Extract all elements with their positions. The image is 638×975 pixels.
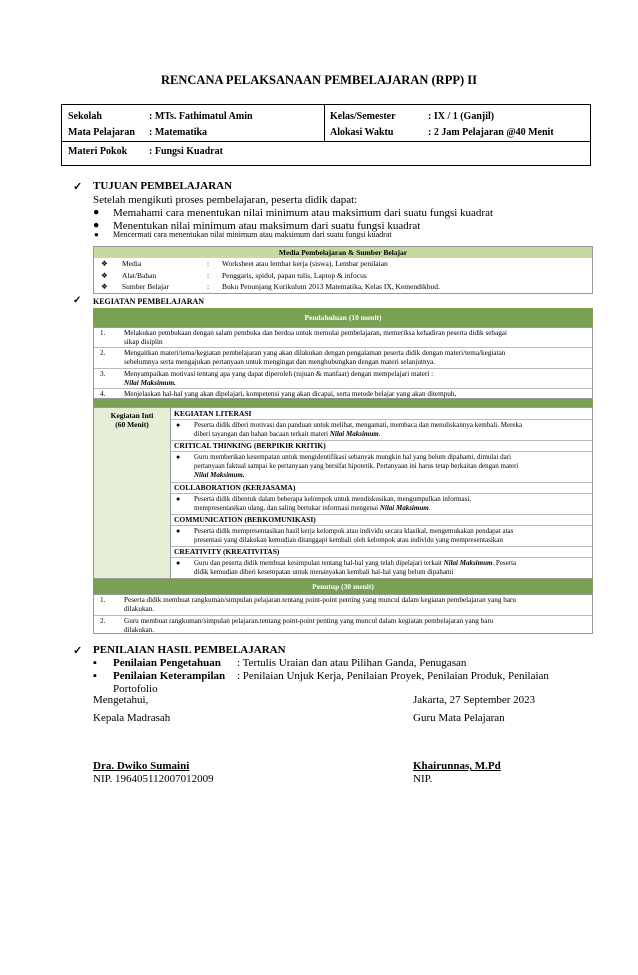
divider	[171, 525, 592, 526]
text-line: presentasi yang dilakukan kemudian ditanggapi kembali oleh kelompok atau individu yang mempresentasikan	[194, 536, 503, 544]
bullet-icon: ●	[93, 220, 100, 231]
penilaian-keterampilan-label: Penilaian Keterampilan	[113, 670, 226, 682]
row-text	[124, 617, 586, 635]
tujuan-item: Menentukan nilai minimum atau maksimum dari suatu fungsi kuadrat	[113, 220, 421, 232]
media-row	[94, 281, 592, 293]
media-row-value: Buku Penunjang Kurikulum 2013 Matematika, Kelas IX, Kemendikbud.	[222, 282, 440, 291]
alokasi-value: : 2 Jam Pelajaran @40 Menit	[428, 127, 554, 138]
materi-value: : Fungsi Kuadrat	[149, 146, 223, 157]
penilaian-pengetahuan-label: Penilaian Pengetahuan	[113, 657, 221, 669]
diamond-bullet-icon: ❖	[101, 282, 108, 291]
check-icon: ✓	[73, 181, 83, 193]
text-line: .	[378, 430, 381, 438]
text-line: Peserta didik mempresentasikan hasil kerja kelompok atau individu secara klasikal, mengemukakan pendapat atas	[194, 527, 514, 535]
media-row-value: Penggaris, spidol, papan tulis, Laptop & infocus	[222, 270, 367, 280]
text-line: Peserta didik diberi motivasi dan panduan untuk melihat, mengamati, membaca dan menuliskannya kembali. Mereka	[194, 421, 523, 429]
media-row-sep: :	[207, 259, 210, 268]
tujuan-heading: TUJUAN PEMBELAJARAN	[93, 180, 233, 192]
row-text-line: Melakukan pembukaan dengan salam pembuka dan berdoa untuk memulai pembelajaran, memeriksa kehadiran peserta didik sebagai	[124, 329, 507, 337]
alokasi-label: Alokasi Waktu	[330, 127, 394, 138]
divider	[171, 419, 592, 420]
text-line: Peserta didik dibentuk dalam beberapa kelompok untuk mendiskusikan, mengumpulkan informasi,	[194, 495, 472, 503]
table-row	[94, 595, 592, 615]
row-text	[124, 349, 586, 367]
inti-label-line: (60 Menit)	[115, 420, 149, 429]
bullet-icon: ●	[176, 559, 181, 567]
penilaian-keterampilan-value: : Penilaian Unjuk Kerja, Penilaian Proyek, Penilaian Produk, Penilaian	[237, 670, 549, 682]
row-text-line: Peserta didik membuat rangkuman/simpulan pelajaran.tentang point-point penting yang muncul dalam kegiatan pembelajaran yang baru	[124, 596, 516, 604]
sekolah-value: : MTs. Fathimatul Amin	[149, 111, 253, 122]
row-number: 1.	[100, 596, 106, 604]
row-text-line: Menyampaikan motivasi tentang apa yang dapat diperoleh (tujuan & manfaat) dengan mempelajari materi :	[124, 370, 434, 378]
kepala-name: Dra. Dwiko Sumaini	[93, 760, 190, 772]
communication-heading: COMMUNICATION (BERKOMUNIKASI)	[174, 515, 316, 524]
inti-label	[94, 411, 170, 429]
kegiatan-inti-table	[93, 407, 593, 579]
row-text-line: Mengaitkan materi/tema/kegiatan pembelajaran yang akan dilakukan dengan pengalaman peserta didik dengan materi/tema/kegiatan	[124, 349, 506, 357]
diamond-bullet-icon: ❖	[101, 259, 108, 268]
pendahuluan-header: Pendahuluan (10 menit)	[93, 308, 593, 327]
mengetahui-text: Mengetahui,	[93, 694, 149, 706]
divider	[171, 451, 592, 452]
media-row	[94, 258, 592, 270]
media-row-label: Sumber Belajar	[122, 282, 169, 291]
bullet-icon: ●	[176, 495, 181, 503]
kegiatan-heading: KEGIATAN PEMBELAJARAN	[93, 297, 205, 306]
row-text	[124, 596, 586, 614]
row-number: 3.	[100, 370, 106, 378]
text-line: mempresentasikan ulang, dan saling bertukar informasi mengenai	[194, 504, 380, 512]
bullet-icon: ●	[176, 527, 181, 535]
penutup-header: Penutup (30 menit)	[93, 579, 593, 594]
communication-body	[194, 527, 589, 545]
row-text	[124, 390, 586, 399]
bullet-icon: ●	[176, 453, 181, 461]
text-emphasis: Nilai Maksimum	[329, 430, 379, 438]
critical-heading: CRITICAL THINKING (BERPIKIR KRITIK)	[174, 441, 326, 450]
row-number: 4.	[100, 390, 106, 398]
collaboration-heading: COLLABORATION (KERJASAMA)	[174, 483, 296, 492]
kepala-role: Kepala Madrasah	[93, 712, 171, 724]
bullet-icon: ●	[93, 207, 100, 218]
kelas-value: : IX / 1 (Ganjil)	[428, 111, 495, 122]
guru-name: Khairunnas, M.Pd	[413, 760, 501, 772]
identity-box	[61, 104, 591, 166]
literasi-heading: KEGIATAN LITERASI	[174, 409, 252, 418]
bullet-icon: ●	[94, 230, 99, 239]
tujuan-item: Memahami cara menentukan nilai minimum atau maksimum dari suatu fungsi kuadrat	[113, 207, 494, 219]
document-title: RENCANA PELAKSANAAN PEMBELAJARAN (RPP) II	[161, 73, 477, 87]
text-line: pertanyaan faktual sampai ke pertanyaan yang bersifat hipotetik. Pertanyaan ini harus tetap berkaitan dengan materi	[194, 462, 519, 470]
kelas-label: Kelas/Semester	[330, 111, 396, 122]
row-number: 2.	[100, 349, 106, 357]
table-row	[94, 328, 592, 347]
row-text-line: sikap disiplin	[124, 338, 163, 346]
guru-role: Guru Mata Pelajaran	[413, 712, 505, 724]
square-bullet-icon: ▪	[93, 670, 97, 682]
table-row	[94, 615, 592, 635]
literasi-body	[194, 421, 589, 439]
inti-label-cell	[94, 408, 171, 578]
penutup-table	[93, 594, 593, 634]
green-separator	[93, 399, 593, 407]
media-row-sep: :	[207, 270, 210, 280]
row-text-line: Nilai Maksimum.	[124, 379, 176, 387]
creativity-heading: CREATIVITY (KREATIVITAS)	[174, 547, 280, 556]
row-text	[124, 329, 586, 347]
check-icon: ✓	[73, 645, 83, 657]
critical-body	[194, 453, 589, 480]
tujuan-item: Mencermati cara menentukan nilai minimum atau maksimum dari suatu fungsi kuadrat	[113, 230, 392, 239]
text-line: Guru memberikan kesempatan untuk mengidentifikasi sebanyak mungkin hal yang belum dipahami, dimulai dari	[194, 453, 512, 461]
square-bullet-icon: ▪	[93, 657, 97, 669]
tujuan-intro: Setelah mengikuti proses pembelajaran, peserta didik dapat:	[93, 194, 358, 206]
row-text-line: dilakukan.	[124, 605, 155, 613]
check-icon: ✓	[73, 295, 82, 306]
media-header: Media Pembelajaran & Sumber Belajar	[94, 247, 592, 258]
penilaian-keterampilan-cont: Portofolio	[113, 683, 158, 695]
text-line: . Peserta	[492, 559, 517, 567]
table-row	[94, 347, 592, 368]
row-number: 2.	[100, 617, 106, 625]
inti-label-line: Kegiatan Inti	[110, 411, 154, 420]
text-emphasis: Nilai Maksimum	[379, 504, 429, 512]
table-row	[94, 368, 592, 388]
penilaian-pengetahuan-value: : Tertulis Uraian dan atau Pilihan Ganda, Penugasan	[237, 657, 467, 669]
row-text-line: Guru membuat rangkuman/simpulan pelajaran.tentang point-point penting yang muncul dalam kegiatan pembelajaran yang baru	[124, 617, 494, 625]
row-number: 1.	[100, 329, 106, 337]
text-line: didik kemudian diberi kesempatan untuk menanyakan kembali hal-hal yang belum dipahami	[194, 568, 454, 576]
media-table	[93, 246, 593, 294]
media-row-label: Alat/Bahan	[122, 270, 157, 280]
creativity-body	[194, 559, 589, 577]
media-row	[94, 270, 592, 282]
row-text-line: sebelumnya serta mengajukan pertanyaan untuk mengingat dan menghubungkan dengan materi selanjutnya.	[124, 358, 436, 366]
divider	[324, 105, 325, 141]
guru-nip: NIP.	[413, 773, 433, 785]
row-text-line: Menjelaskan hal-hal yang akan dipelajari, kompetensi yang akan dicapai, serta metode belajar yang akan ditempuh,	[124, 390, 457, 398]
media-row-value: Worksheet atau lembar kerja (siswa), Lembar penilaian	[222, 259, 388, 268]
penilaian-heading: PENILAIAN HASIL PEMBELAJARAN	[93, 644, 286, 656]
divider	[171, 557, 592, 558]
diamond-bullet-icon: ❖	[101, 270, 108, 280]
text-line: Guru dan peserta didik membuat kesimpulan tentang hal-hal yang telah dipelajari terkait	[194, 559, 444, 567]
materi-label: Materi Pokok	[68, 146, 128, 157]
media-row-label: Media	[122, 259, 142, 268]
text-line: .	[428, 504, 431, 512]
text-emphasis: Nilai Maksimum.	[194, 471, 245, 479]
text-emphasis: Nilai Maksimum	[443, 559, 493, 567]
mapel-value: : Matematika	[149, 127, 208, 138]
pendahuluan-table	[93, 327, 593, 399]
bullet-icon: ●	[176, 421, 181, 429]
media-row-sep: :	[207, 282, 210, 291]
divider	[62, 141, 590, 142]
text-line: diberi tayangan dan bahan bacaan terkait materi	[194, 430, 330, 438]
divider	[171, 493, 592, 494]
collaboration-body	[194, 495, 589, 513]
row-text-line: dilakukan.	[124, 626, 155, 634]
mapel-label: Mata Pelajaran	[68, 127, 135, 138]
sekolah-label: Sekolah	[68, 111, 102, 122]
row-text	[124, 370, 586, 388]
place-date: Jakarta, 27 September 2023	[413, 694, 536, 706]
kepala-nip: NIP. 196405112007012009	[93, 773, 214, 785]
